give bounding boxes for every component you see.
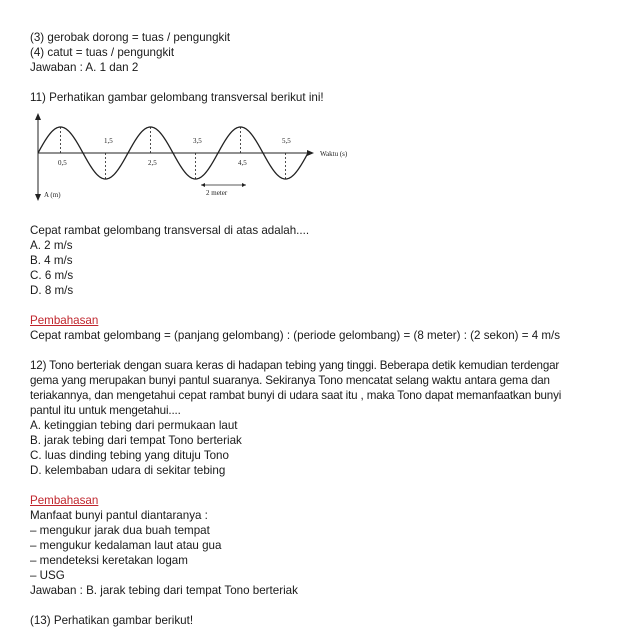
question-12-line-2: gema yang merupakan bunyi pantul suaranya. Sekiranya Tono mencatat selang waktu antara gema dan bbox=[30, 374, 550, 387]
tick-label-3-5: 3,5 bbox=[193, 137, 202, 145]
question-12-line-3: teriakannya, dan mengetahui cepat rambat bunyi di udara saat itu , maka Tono dapat memanfaatkan bunyi bbox=[30, 389, 562, 402]
tick-label-5-5: 5,5 bbox=[282, 137, 291, 145]
item-4-text: (4) catut = tuas / pengungkit bbox=[30, 46, 175, 59]
document-page bbox=[30, 30, 615, 628]
option-c: C. 6 m/s bbox=[30, 269, 74, 282]
y-axis-arrow-down bbox=[35, 194, 41, 201]
question-13: (13) Perhatikan gambar berikut! bbox=[30, 614, 194, 627]
discussion-12-intro: Manfaat bunyi pantul diantaranya : bbox=[30, 509, 208, 522]
option-a-12: A. ketinggian tebing dari permukaan laut bbox=[30, 419, 238, 432]
x-axis-arrow bbox=[307, 150, 314, 156]
wavelength-arrow-left bbox=[201, 183, 205, 187]
item-3-text: (3) gerobak dorong = tuas / pengungkit bbox=[30, 31, 231, 44]
option-c-12: C. luas dinding tebing yang dituju Tono bbox=[30, 449, 229, 462]
answer-q12: Jawaban : B. jarak tebing dari tempat Tono berteriak bbox=[30, 584, 298, 597]
discussion-heading-12: Pembahasan bbox=[30, 494, 99, 507]
answer-q10: Jawaban : A. 1 dan 2 bbox=[30, 61, 139, 74]
discussion-11: Cepat rambat gelombang = (panjang gelombang) : (periode gelombang) = (8 meter) : (2 sekon) = 4 m/s bbox=[30, 329, 561, 342]
x-axis-label: Waktu (s) bbox=[320, 150, 348, 158]
tick-label-1-5: 1,5 bbox=[104, 137, 113, 145]
discussion-12-item: – USG bbox=[30, 569, 65, 582]
tick-label-2-5: 2,5 bbox=[148, 159, 157, 167]
wavelength-arrow-right bbox=[242, 183, 246, 187]
wavelength-label: 2 meter bbox=[206, 189, 228, 197]
discussion-12-item: – mengukur jarak dua buah tempat bbox=[30, 524, 210, 537]
option-d: D. 8 m/s bbox=[30, 284, 74, 297]
discussion-12-item: – mengukur kedalaman laut atau gua bbox=[30, 539, 222, 552]
discussion-12-item: – mendeteksi keretakan logam bbox=[30, 554, 188, 567]
y-axis-label: A (m) bbox=[44, 191, 61, 199]
discussion-heading-11: Pembahasan bbox=[30, 314, 99, 327]
tick-label-0-5: 0,5 bbox=[58, 159, 67, 167]
option-a: A. 2 m/s bbox=[30, 239, 73, 252]
wave-diagram bbox=[30, 111, 360, 211]
y-axis-arrow-up bbox=[35, 113, 41, 120]
question-12-line-4: pantul itu untuk mengetahui.... bbox=[30, 404, 181, 417]
transverse-wave-figure bbox=[30, 111, 360, 211]
tick-label-4-5: 4,5 bbox=[238, 159, 247, 167]
question-12-line-1: 12) Tono berteriak dengan suara keras di hadapan tebing yang tinggi. Beberapa detik kemudian terdengar bbox=[30, 359, 560, 372]
option-b: B. 4 m/s bbox=[30, 254, 73, 267]
option-d-12: D. kelembaban udara di sekitar tebing bbox=[30, 464, 226, 477]
option-b-12: B. jarak tebing dari tempat Tono berteriak bbox=[30, 434, 242, 447]
question-11: 11) Perhatikan gambar gelombang transversal berikut ini! bbox=[30, 91, 324, 104]
question-11-prompt: Cepat rambat gelombang transversal di atas adalah.... bbox=[30, 224, 310, 237]
